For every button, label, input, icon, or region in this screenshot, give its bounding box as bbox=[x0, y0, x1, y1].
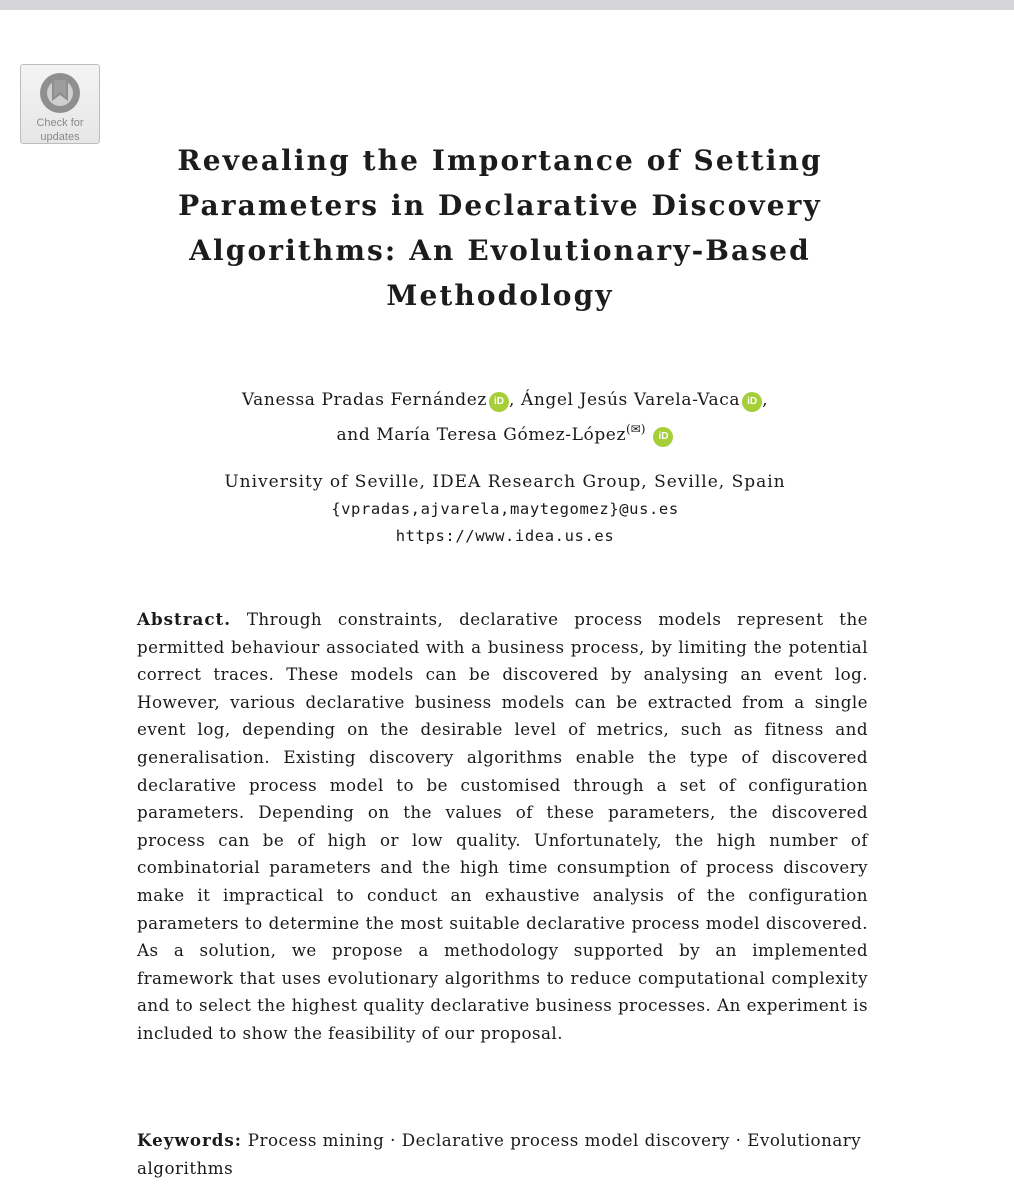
crossmark-icon bbox=[38, 71, 82, 115]
author-conjunction: and bbox=[336, 425, 371, 445]
orcid-icon[interactable]: iD bbox=[742, 392, 762, 412]
author-list bbox=[100, 386, 910, 450]
badge-line1: Check for bbox=[36, 117, 84, 129]
institution: University of Seville, IDEA Research Group, Seville, Spain bbox=[224, 472, 786, 492]
check-for-updates-badge[interactable] bbox=[20, 64, 100, 144]
author-3: María Teresa Gómez-López bbox=[376, 425, 627, 445]
viewer-top-bar bbox=[0, 0, 1014, 10]
corresponding-author-envelope-icon: (✉) bbox=[626, 422, 646, 436]
author-line-1 bbox=[100, 386, 910, 415]
author-2: Ángel Jesús Varela-Vaca bbox=[520, 390, 741, 410]
abstract-label: Abstract. bbox=[137, 609, 232, 629]
author-emails[interactable]: {vpradas,ajvarela,maytegomez}@us.es bbox=[331, 500, 679, 518]
author-line-2 bbox=[100, 415, 910, 450]
affiliation-block bbox=[100, 469, 910, 550]
abstract bbox=[137, 606, 868, 1048]
keywords-text: Process mining · Declarative process model discovery · Evolutionary algorithms bbox=[137, 1130, 862, 1178]
author-1: Vanessa Pradas Fernández bbox=[241, 390, 487, 410]
badge-line2: updates bbox=[40, 131, 80, 143]
orcid-icon[interactable]: iD bbox=[653, 427, 673, 447]
group-url[interactable]: https://www.idea.us.es bbox=[395, 527, 615, 545]
keywords bbox=[137, 1127, 868, 1182]
orcid-icon[interactable]: iD bbox=[489, 392, 509, 412]
paper-title: Revealing the Importance of Setting Parameters in Declarative Discovery Algorithms: An Evolutionary-Based Methodology bbox=[177, 144, 823, 312]
author-separator: , bbox=[762, 390, 769, 410]
author-separator: , bbox=[508, 390, 515, 410]
keywords-label: Keywords: bbox=[137, 1130, 242, 1150]
abstract-text: Through constraints, declarative process models represent the permitted behaviour associated with a business process, by limiting the potential correct traces. These models can be discovered by analysing an event log. However, various declarative business models can be extracted from a single event log, depending on the desirable level of metrics, such as fitness and generalisation. Existing discovery algorithms enable the type of discovered declarative process model to be customised through a set of configuration parameters. Depending on the values of these parameters, the discovered process can be of high or low quality. Unfortunately, the high number of combinatorial parameters and the high time consumption of process discovery make it impractical to conduct an exhaustive analysis of the configuration parameters to determine the most suitable declarative process model discovered. As a solution, we propose a methodology supported by an implemented framework that uses evolutionary algorithms to reduce computational complexity and to select the highest quality declarative business processes. An experiment is included to show the feasibility of our proposal. bbox=[137, 609, 868, 1043]
